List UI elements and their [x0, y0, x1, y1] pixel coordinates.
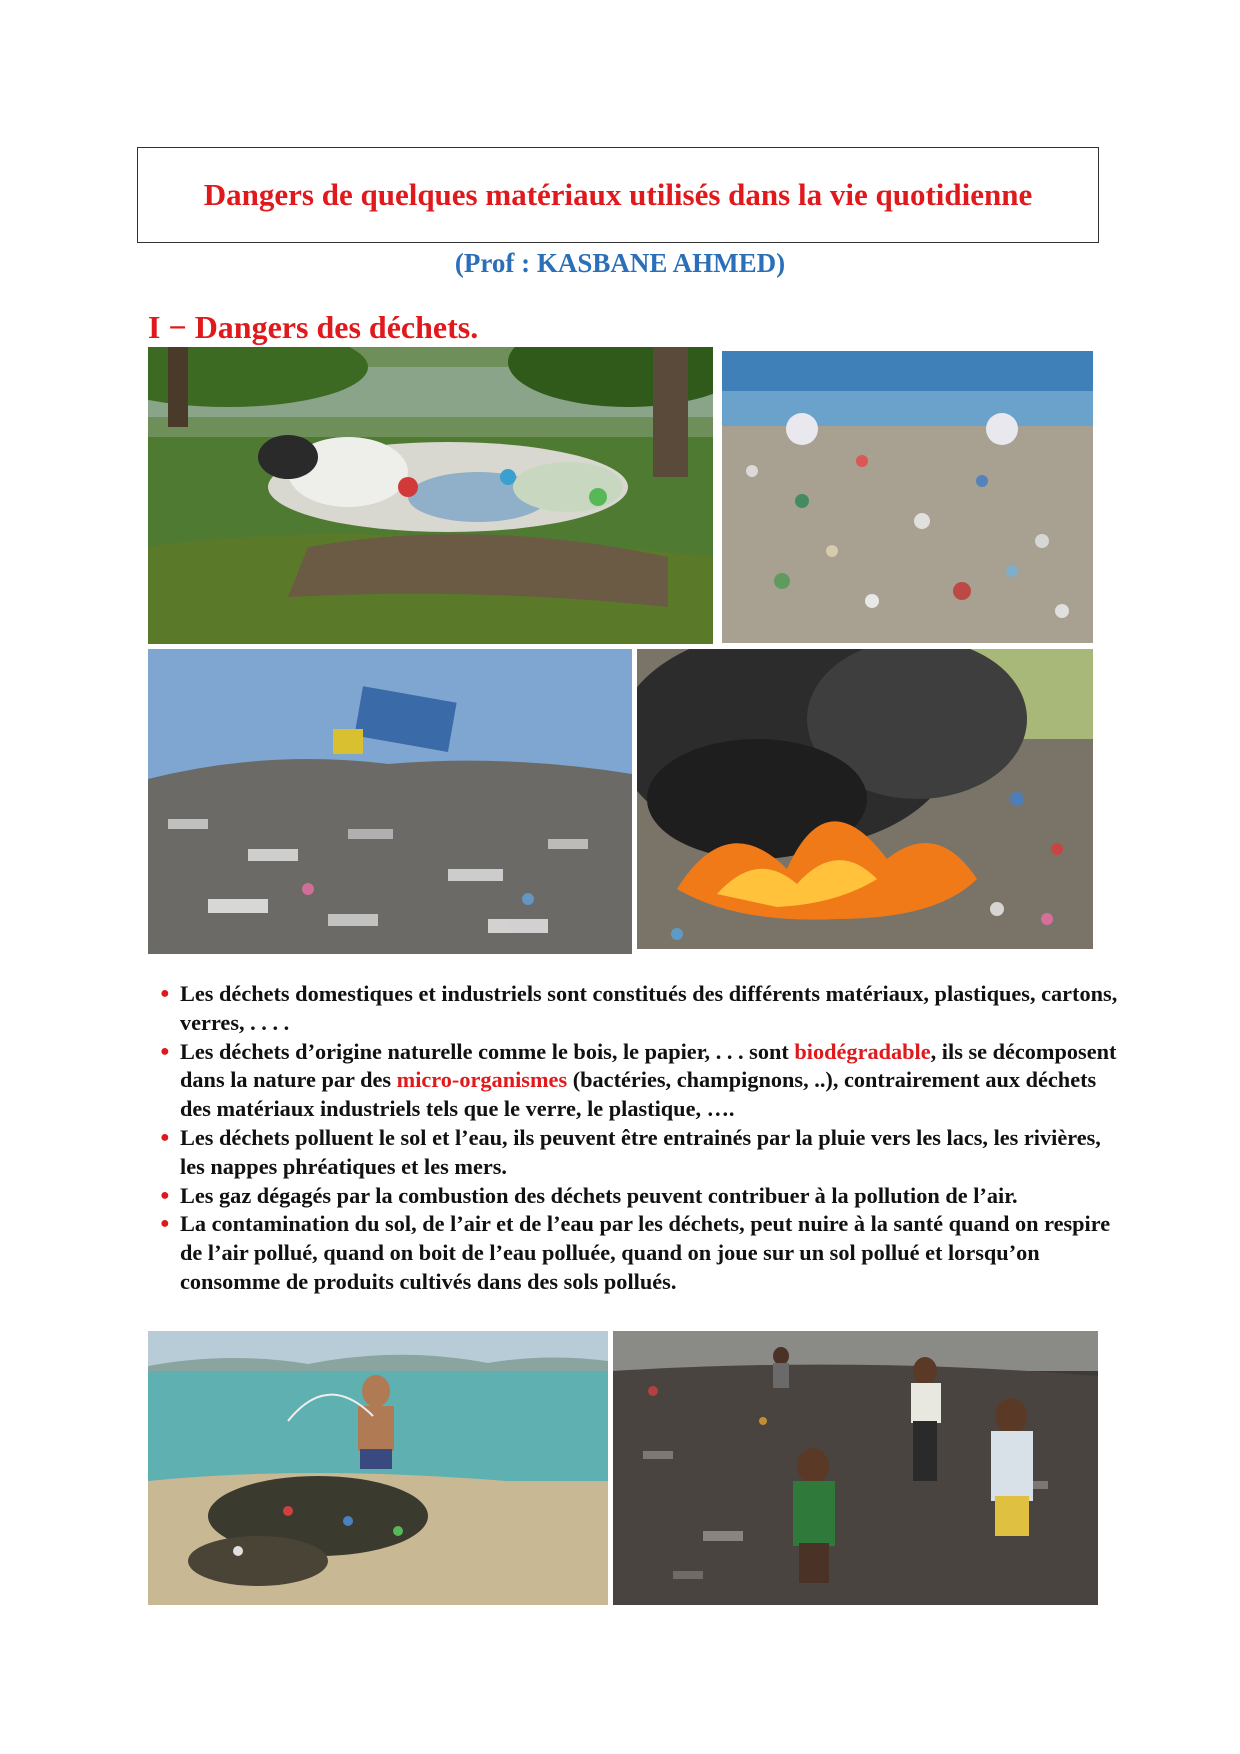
bullet-item [160, 1210, 1120, 1296]
bullet-text-part: (bactéries, champignons, ..), contrairement aux déchets des matériaux industriels tels que le verre, le plastique, …. [180, 1067, 1097, 1122]
landfill-truck-photo [148, 649, 632, 954]
author-line: (Prof : KASBANE AHMED) [454, 248, 786, 278]
section-heading: I − Dangers des déchets. [148, 309, 479, 345]
title-box [137, 147, 1099, 243]
bullet-text: Les déchets polluent le sol et l’eau, ils peuvent être entrainés par la pluie vers les lacs, les rivières, les nappes phréatiques et les mers. [180, 1124, 1101, 1179]
bullet-item [160, 1124, 1120, 1182]
bullet-dot-icon: ● [160, 985, 170, 1002]
bullet-item [160, 1038, 1120, 1124]
bullet-dot-icon: ● [160, 1128, 170, 1146]
bullet-text: Les déchets domestiques et industriels sont constitués des différents matériaux, plastiques, cartons, verres, . . . . [180, 981, 1118, 1035]
bullet-text: La contamination du sol, de l’air et de l’eau par les déchets, peut nuire à la santé quand on respire de l’air pollué, quand on boit de l’eau polluée, quand on joue sur un sol pollué et lorsqu’on consomme de produits cultivés dans des sols pollués. [180, 1211, 1111, 1294]
bullet-item [160, 1182, 1120, 1211]
bullet-text-part: Les déchets d’origine naturelle comme le bois, le papier, . . . sont [180, 1038, 795, 1064]
highlight-term: biodégradable [794, 1038, 931, 1064]
garbage-in-park-photo [148, 347, 713, 644]
bullet-text: Les gaz dégagés par la combustion des déchets peuvent contribuer à la pollution de l’air. [180, 1182, 1018, 1208]
highlight-term: micro-organismes [396, 1067, 568, 1093]
bullet-dot-icon: ● [160, 1215, 170, 1233]
polluted-sea-fisherman-photo [148, 1331, 608, 1605]
bullet-text-part: , ils se décomposent dans la nature par des [180, 1038, 1117, 1093]
bullet-item [160, 980, 1120, 1038]
bullet-dot-icon: ● [160, 1186, 170, 1204]
burning-waste-photo [637, 649, 1093, 949]
bullet-list [160, 980, 1120, 1297]
plastic-on-shore-photo [722, 351, 1093, 643]
children-on-dump-photo [613, 1331, 1098, 1605]
bullet-dot-icon: ● [160, 1042, 170, 1060]
page-title: Dangers de quelques matériaux utilisés dans la vie quotidienne [203, 177, 1033, 212]
